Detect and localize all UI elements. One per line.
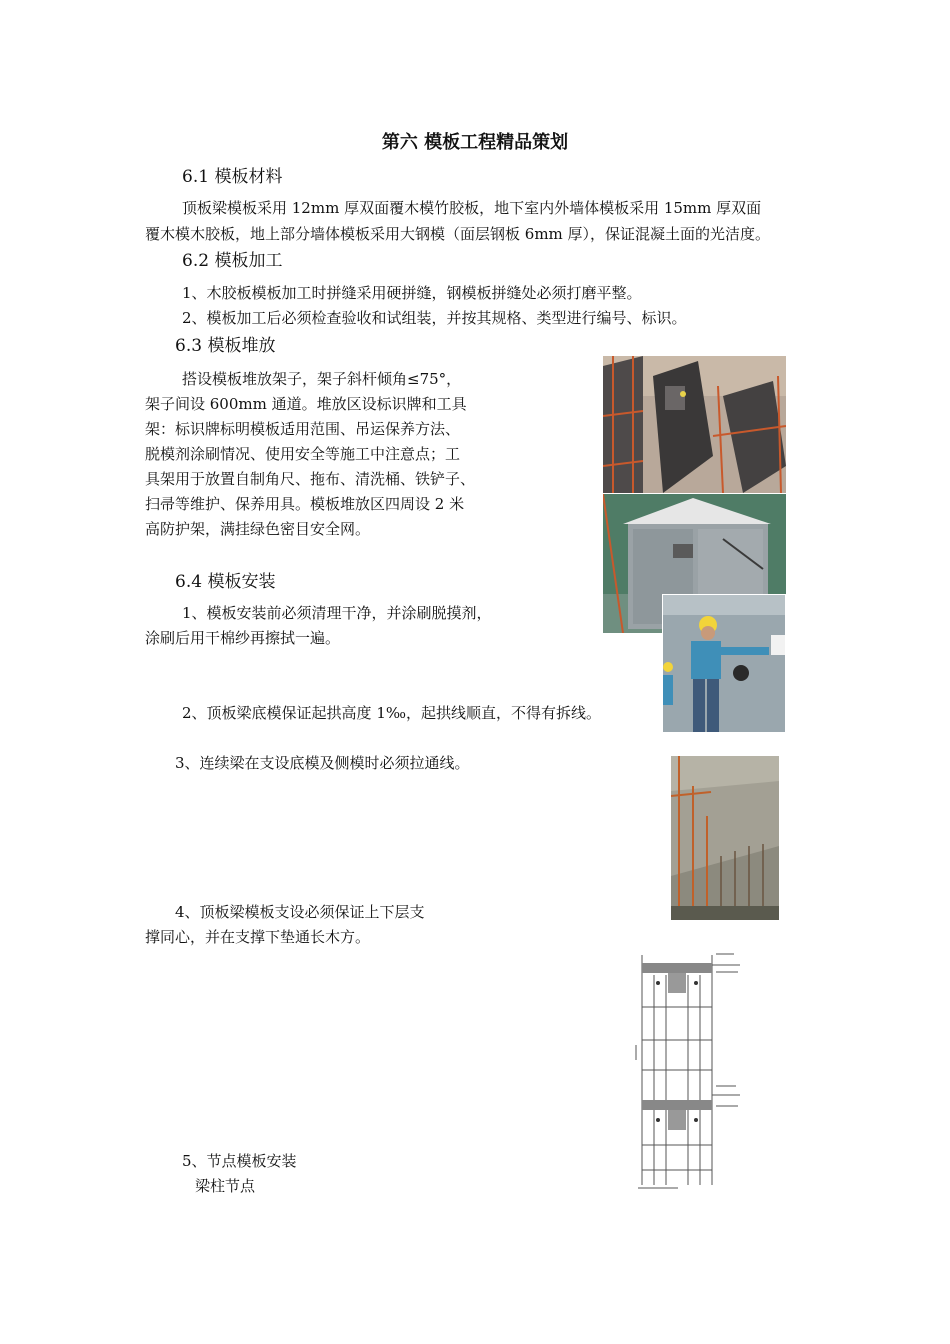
paragraph-line: 扫帚等维护、保养用具。模板堆放区四周设 2 米	[145, 495, 465, 513]
beam-support-photo	[671, 756, 779, 920]
paragraph-line: 搭设模板堆放架子，架子斜杆倾角≤75°，	[182, 370, 462, 388]
list-item: 1、木胶板模板加工时拼缝采用硬拼缝，钢模板拼缝处必须打磨平整。	[182, 284, 642, 302]
beam-column-node-drawing	[632, 945, 744, 1193]
formwork-storage-photo	[603, 356, 786, 493]
worker-photo	[662, 594, 786, 733]
page-title: 第六 模板工程精品策划	[381, 132, 569, 153]
paragraph-line: 架：标识牌标明模板适用范围、吊运保养方法、	[145, 420, 461, 438]
list-item: 2、顶板梁底模保证起拱高度 1‰，起拱线顺直，不得有拆线。	[182, 704, 601, 722]
list-item: 撑同心，并在支撑下垫通长木方。	[145, 928, 371, 946]
paragraph-line: 架子间设 600mm 通道。堆放区设标识牌和工具	[145, 395, 467, 413]
list-item: 2、模板加工后必须检查验收和试组装，并按其规格、类型进行编号、标识。	[182, 309, 687, 327]
list-item: 5、节点模板安装	[182, 1152, 297, 1170]
paragraph-line: 脱模剂涂刷情况、使用安全等施工中注意点；工	[145, 445, 461, 463]
list-item: 涂刷后用干棉纱再擦拭一遍。	[145, 629, 341, 647]
list-item: 1、模板安装前必须清理干净，并涂刷脱摸剂，	[182, 604, 492, 622]
paragraph-line: 覆木模木胶板，地上部分墙体模板采用大钢模（面层钢板 6mm 厚），保证混凝土面的光洁度。	[145, 225, 771, 243]
paragraph-line: 高防护架，满挂绿色密目安全网。	[145, 520, 371, 538]
section-heading-6-1: 6.1 模板材料	[182, 167, 283, 187]
list-item: 4、顶板梁模板支设必须保证上下层支	[175, 903, 425, 921]
section-heading-6-2: 6.2 模板加工	[182, 251, 283, 271]
list-item: 3、连续梁在支设底模及侧模时必须拉通线。	[175, 754, 470, 772]
paragraph-line: 具架用于放置自制角尺、拖布、清洗桶、铁铲子、	[145, 470, 476, 488]
section-heading-6-3: 6.3 模板堆放	[175, 336, 276, 356]
paragraph-line: 顶板梁模板采用 12mm 厚双面覆木模竹胶板，地下室内外墙体模板采用 15mm 厚双面	[182, 199, 762, 217]
list-item: 梁柱节点	[195, 1177, 256, 1195]
section-heading-6-4: 6.4 模板安装	[175, 572, 276, 592]
